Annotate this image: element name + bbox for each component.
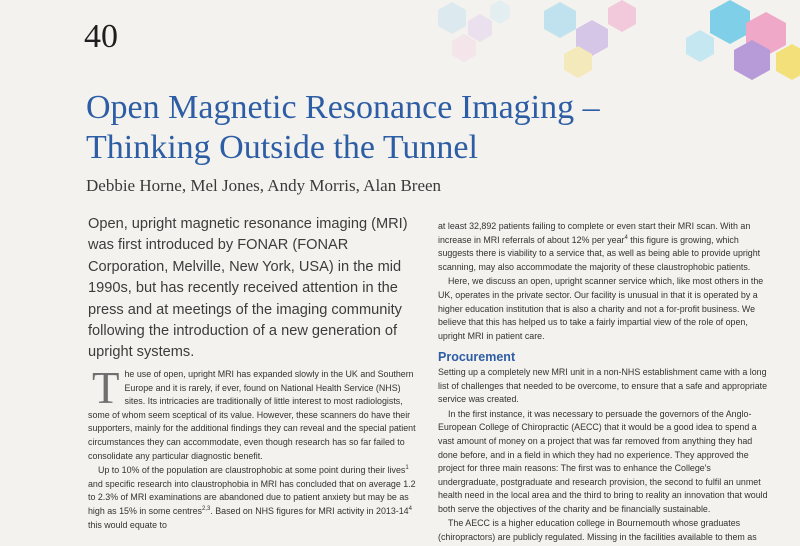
paragraph-text: Up to 10% of the population are claustrophobic at some point during their lives xyxy=(98,465,406,476)
intro-paragraph-text: he use of open, upright MRI has expanded slowly in the UK and Southern Europe and it is rarely, if ever, found on National Health Service (NHS) sites. Its intricacies are traditionally of little interest to most radiologists, some of whom seem sceptical of its value. However, these scanners do have their supporters, mainly for the additional findings they can reveal and the special patient circumstances they can accommodate, even though research has so far failed to consolidate any particular diagnostic benefit. xyxy=(88,369,416,461)
article-authors: Debbie Horne, Mel Jones, Andy Morris, Alan Breen xyxy=(86,176,442,195)
article-title-line-1: Open Magnetic Resonance Imaging – xyxy=(86,89,600,126)
footnote-ref: 4 xyxy=(408,505,412,512)
hexagon-pattern-decoration xyxy=(400,0,800,90)
continuation-paragraph xyxy=(438,220,770,274)
hexagon-shape xyxy=(438,2,466,34)
paragraph-text: this figure is growing, which suggests there is viability to a service that, as well as being able to provide upright scanning, may also accommodate the majority of these claustrophobic patients. xyxy=(438,234,761,272)
paragraph-text: and specific research into claustrophobia in MRI has concluded that on average 1.2 to 2.3% of MRI examinations are abandoned due to patient anxiety but may be as high as 15% in some centres xyxy=(88,478,416,516)
drop-cap: T xyxy=(92,363,120,413)
paragraph-text: at least 32,892 patients failing to complete or even start their MRI scan. With an increase in MRI referrals of about 12% per year xyxy=(438,221,751,245)
claustrophobia-paragraph xyxy=(88,464,416,532)
procurement-paragraph-1: Setting up a completely new MRI unit in a non-NHS establishment came with a long list of challenges that needed to be overcome, to ensure that a safe and appropriate service was created. xyxy=(438,366,768,405)
hexagon-shape xyxy=(490,0,510,24)
right-text-column xyxy=(438,220,770,546)
footnote-ref: 2,3 xyxy=(201,505,211,512)
intro-paragraph xyxy=(88,363,416,463)
article-title xyxy=(86,88,706,168)
page-number: 40 xyxy=(84,18,118,55)
article-lede: Open, upright magnetic resonance imaging (MRI) was first introduced by FONAR (FONAR Corporation, Melville, New York, USA) in the mid 1990s, but has recently received attention in the press and at meetings of the imaging community following the introduction of a new generation of upright systems. xyxy=(88,216,408,361)
discussion-paragraph: Here, we discuss an open, upright scanner service which, like most others in the UK, operates in the private sector. Our facility is unusual in that it is operated by a higher education institution that is also a charity and not a for-profit business. We believe that this has helped us to take a fairly impartial view of the role of open, upright MRI in patient care. xyxy=(438,276,764,341)
hexagon-shape xyxy=(776,44,800,80)
article-title-line-2: Thinking Outside the Tunnel xyxy=(86,129,478,166)
paragraph-text: this would equate to xyxy=(88,519,167,530)
footnote-ref: 1 xyxy=(405,465,409,472)
paragraph-text: . Based on NHS figures for MRI activity in 2013-14 xyxy=(210,505,409,516)
procurement-paragraph-2: In the first instance, it was necessary to persuade the governors of the Anglo-European College of Chiropractic (AECC) that it would be a good idea to spend a vast amount of money on a project that was far removed from anything they had done before, and in a field in which they had no experience. They approved the project for three main reasons: The first was to enhance the College's undergraduate, postgraduate and research provision, the second to fulfil an unmet health need in the local area and the third to bring to reality an innovation that would both serve the objectives of the charity and be financially sustainable. xyxy=(438,408,768,514)
hexagon-shape xyxy=(452,34,476,62)
procurement-paragraph-3: The AECC is a higher education college in Bournemouth whose graduates (chiropractors) are publicly regulated. Missing in the facilities available to them as xyxy=(438,518,757,543)
hexagon-shape xyxy=(544,2,576,38)
hexagon-shape xyxy=(468,14,492,42)
footnote-ref: 4 xyxy=(624,234,628,241)
section-heading-procurement: Procurement xyxy=(438,350,516,365)
hexagon-shape xyxy=(710,0,750,44)
left-text-column xyxy=(88,363,416,533)
hexagon-shape xyxy=(608,0,636,32)
hexagon-shape xyxy=(686,30,714,62)
